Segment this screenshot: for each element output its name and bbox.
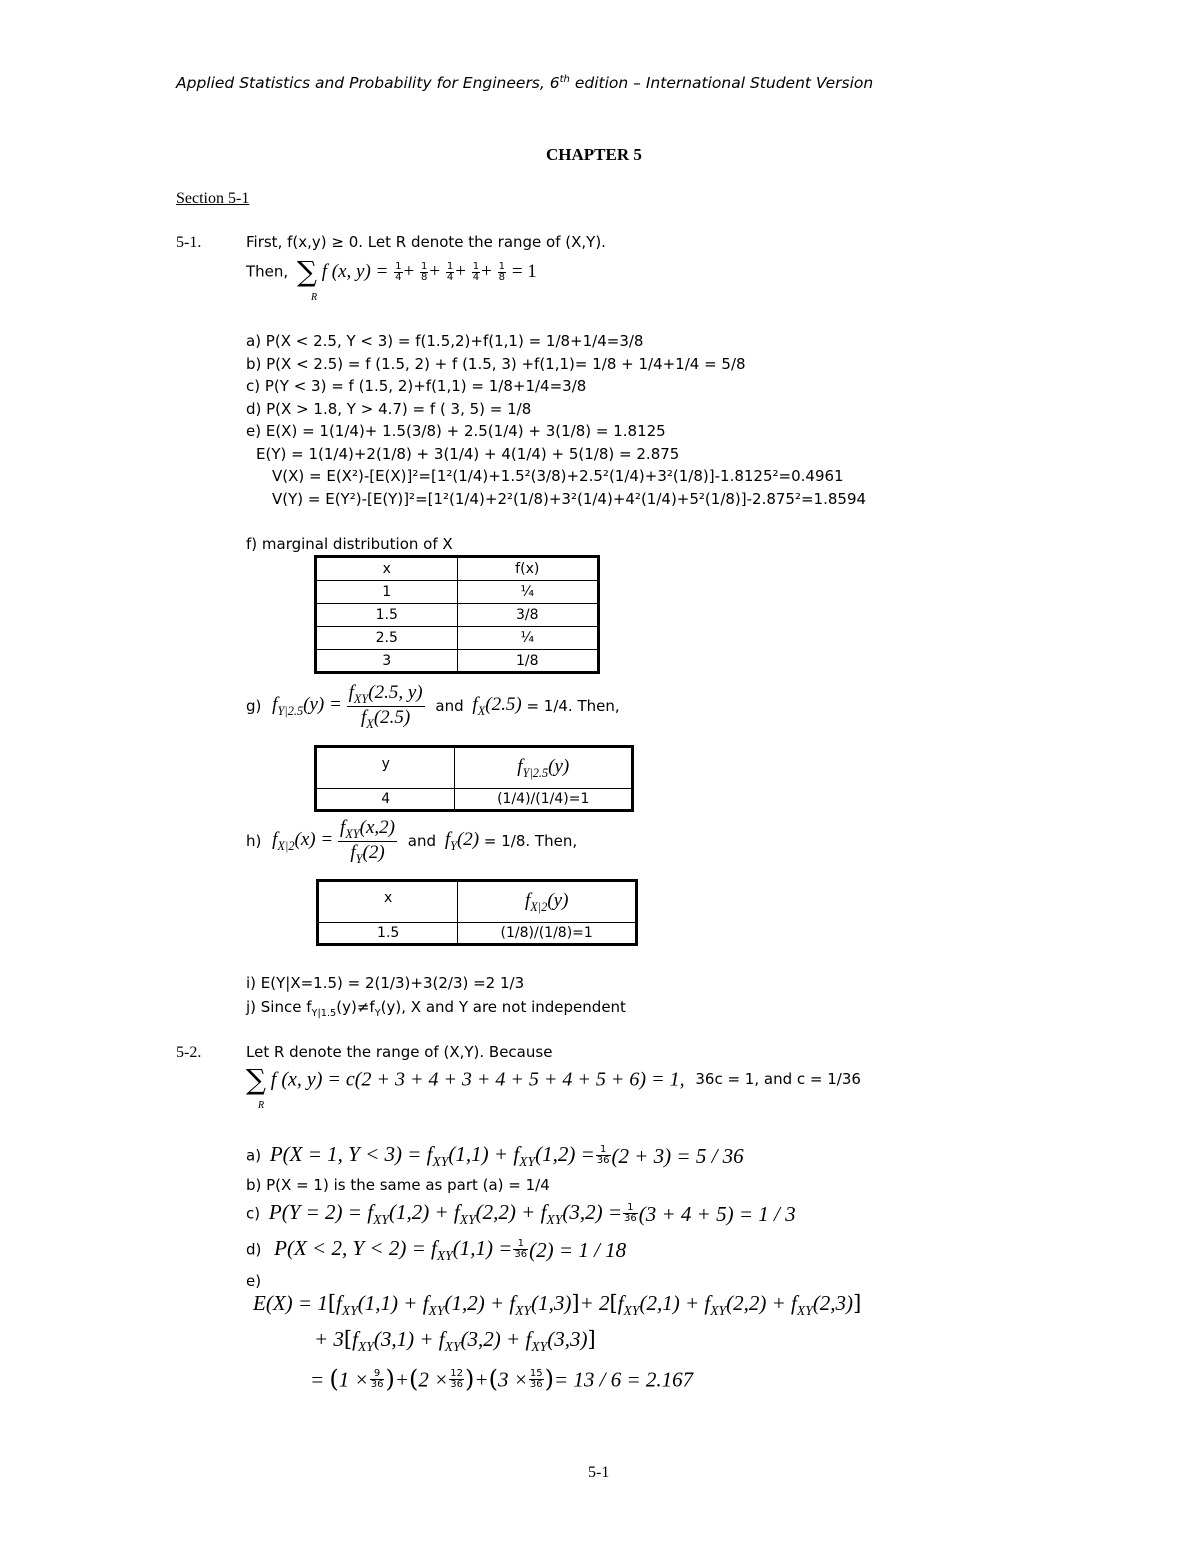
part-d: d) P(X < 2, $Y < 2) = f_{XY}(1,1)$ = $\frac{1}{36}$ (2) = 1 / 18 (246, 1236, 627, 1264)
part-e-ex: e) E(X) = 1(1/4)+ 1.5(3/8) + 2.5(1/4) + 3(1/8) = 1.8125 (246, 422, 666, 440)
part-h-equation: h) $f_{X|2}(x)$ = $\frac{f_{XY}(x,2)}{f_Y(2)}$ and $f_Y(2) = 1/8$. Then, (246, 817, 578, 866)
problem-number: 5-1. (176, 234, 202, 251)
fraction: $\frac{1}{8}$ (421, 260, 428, 283)
part-f-label: f) marginal distribution of X (246, 535, 453, 553)
section-title: Section 5-1 (176, 190, 250, 207)
part-c: c) $P(Y = 2) = f_{XY}(1,2) + f_{XY}(2,2) + f_{XY}(3,2)$ = $\frac{1}{36}$ (3 + 4 + 5) = 1 / 3 (246, 1200, 796, 1228)
table-row: 1 ¼ (316, 581, 599, 604)
part-e-ey: E(Y) = 1(1/4)+2(1/8) + 3(1/4) + 4(1/4) + 5(1/8) = 2.875 (256, 445, 680, 463)
running-header: Applied Statistics and Probability for Engineers, 6th edition – International Student Version (176, 74, 874, 93)
part-e-vy: V(Y) = E(Y²)-[E(Y)]²=[1²(1/4)+2²(1/8)+3²(1/4)+4²(1/4)+5²(1/8)]-2.875²=1.8594 (272, 490, 867, 508)
part-a: a) P(X = 1, $Y < 3) = f_{XY}(1,1) + f_{XY}(1,2)$ = $\frac{1}{36}$ (2 + 3) = 5 / 36 (246, 1142, 744, 1170)
part-b: b) P(X < 2.5) = f (1.5, 2) + f (1.5, 3) +f(1,1)= 1/8 + 1/4+1/4 = 5/8 (246, 355, 746, 373)
expectation-line-3: = (1 × $\frac{9}{36}$ )+(2 × $\frac{12}{36}$ )+(3 × $\frac{15}{36}$ )= 13 / 6 = 2.167 (310, 1365, 694, 1393)
table-header: $f_{X|2}(y)$ (458, 881, 637, 923)
table-row: 1.5 3/8 (316, 604, 599, 627)
problem-number: 5-2. (176, 1044, 202, 1061)
marginal-table (314, 555, 600, 674)
conditional-fraction: $\frac{f_{XY}(2.5, y)}{f_X(2.5)}$ (348, 682, 423, 731)
table-header: $f_{Y|2.5}(y)$ (455, 747, 633, 789)
part-e-vx: V(X) = E(X²)-[E(X)]²=[1²(1/4)+1.5²(3/8)+2.5²(1/4)+3²(1/8)]-1.8125²=0.4961 (272, 467, 844, 485)
table-row: 1.5 (1/8)/(1/8)=1 (318, 923, 637, 945)
conditional-fraction: $\frac{f_{XY}(x,2)}{f_Y(2)}$ (339, 817, 396, 866)
part-a: a) P(X < 2.5, Y < 3) = f(1.5,2)+f(1,1) = 1/8+1/4=3/8 (246, 332, 644, 350)
page-number: 5-1 (588, 1464, 610, 1481)
sum-equation: Then, ∑ f (x, y) = $\frac{1}{4}$ + $\frac{1}{8}$ + $\frac{1}{4}$ + $\frac{1}{4}$ + $\frac{1}{8}$ = 1 (246, 255, 537, 288)
problem-intro: Let R denote the range of (X,Y). Because (246, 1043, 553, 1061)
part-d: d) P(X > 1.8, Y > 4.7) = f ( 3, 5) = 1/8 (246, 400, 532, 418)
table-header: y (316, 747, 455, 789)
conditional-table-x (316, 879, 638, 946)
part-c: c) P(Y < 3) = f (1.5, 2)+f(1,1) = 1/8+1/4=3/8 (246, 377, 587, 395)
table-header: f(x) (457, 557, 599, 581)
part-j: j) Since $f_{Y|1.5}(y)\ne f_Y(y)$, X and Y are not independent (246, 998, 626, 1019)
fraction: $\frac{1}{4}$ (395, 260, 402, 283)
table-header: x (316, 557, 458, 581)
sum-subscript: R (311, 292, 318, 303)
problem-intro: First, f(x,y) ≥ 0. Let R denote the range of (X,Y). (246, 233, 606, 251)
part-i: i) E(Y|X=1.5) = 2(1/3)+3(2/3) =2 1/3 (246, 974, 525, 992)
part-e-label: e) (246, 1272, 262, 1290)
fraction: $\frac{1}{4}$ (472, 260, 480, 283)
table-row: 3 1/8 (316, 650, 599, 673)
sigma-symbol: ∑ (296, 255, 317, 288)
table-row: 2.5 ¼ (316, 627, 599, 650)
expectation-line-1: $E(X) = 1[f_{XY}(1,1) + f_{XY}(1,2) + f_{XY}(1,3)]+ 2[f_{XY}(2,1) + f_{XY}(2,2) + f_{XY}(2,3)]$ (253, 1291, 862, 1319)
sigma-symbol: ∑ (246, 1063, 266, 1096)
expectation-line-2: + $3[f_{XY}(3,1) + f_{XY}(3,2) + f_{XY}(3,3)]$ (314, 1327, 596, 1355)
part-b: b) P(X = 1) is the same as part (a) = 1/4 (246, 1176, 550, 1194)
part-g-equation: g) $f_{Y|2.5}(y)$ = $\frac{f_{XY}(2.5, y)}{f_X(2.5)}$ and $f_X(2.5) = 1/4$. Then, (246, 682, 620, 731)
fraction: $\frac{1}{4}$ (446, 260, 454, 283)
chapter-title: CHAPTER 5 (546, 145, 642, 164)
table-header: x (318, 881, 458, 923)
sum-equation: ∑ f (x, y) = c(2 + 3 + 4 + 3 + 4 + 5 + 4 + 5 + 6) = 1, 36c = 1, and c = 1/36 (246, 1063, 861, 1096)
fraction: $\frac{1}{8}$ (498, 260, 506, 283)
conditional-table-y (314, 745, 634, 812)
table-row: 4 (1/4)/(1/4)=1 (316, 789, 633, 811)
sum-subscript: R (258, 1100, 265, 1111)
